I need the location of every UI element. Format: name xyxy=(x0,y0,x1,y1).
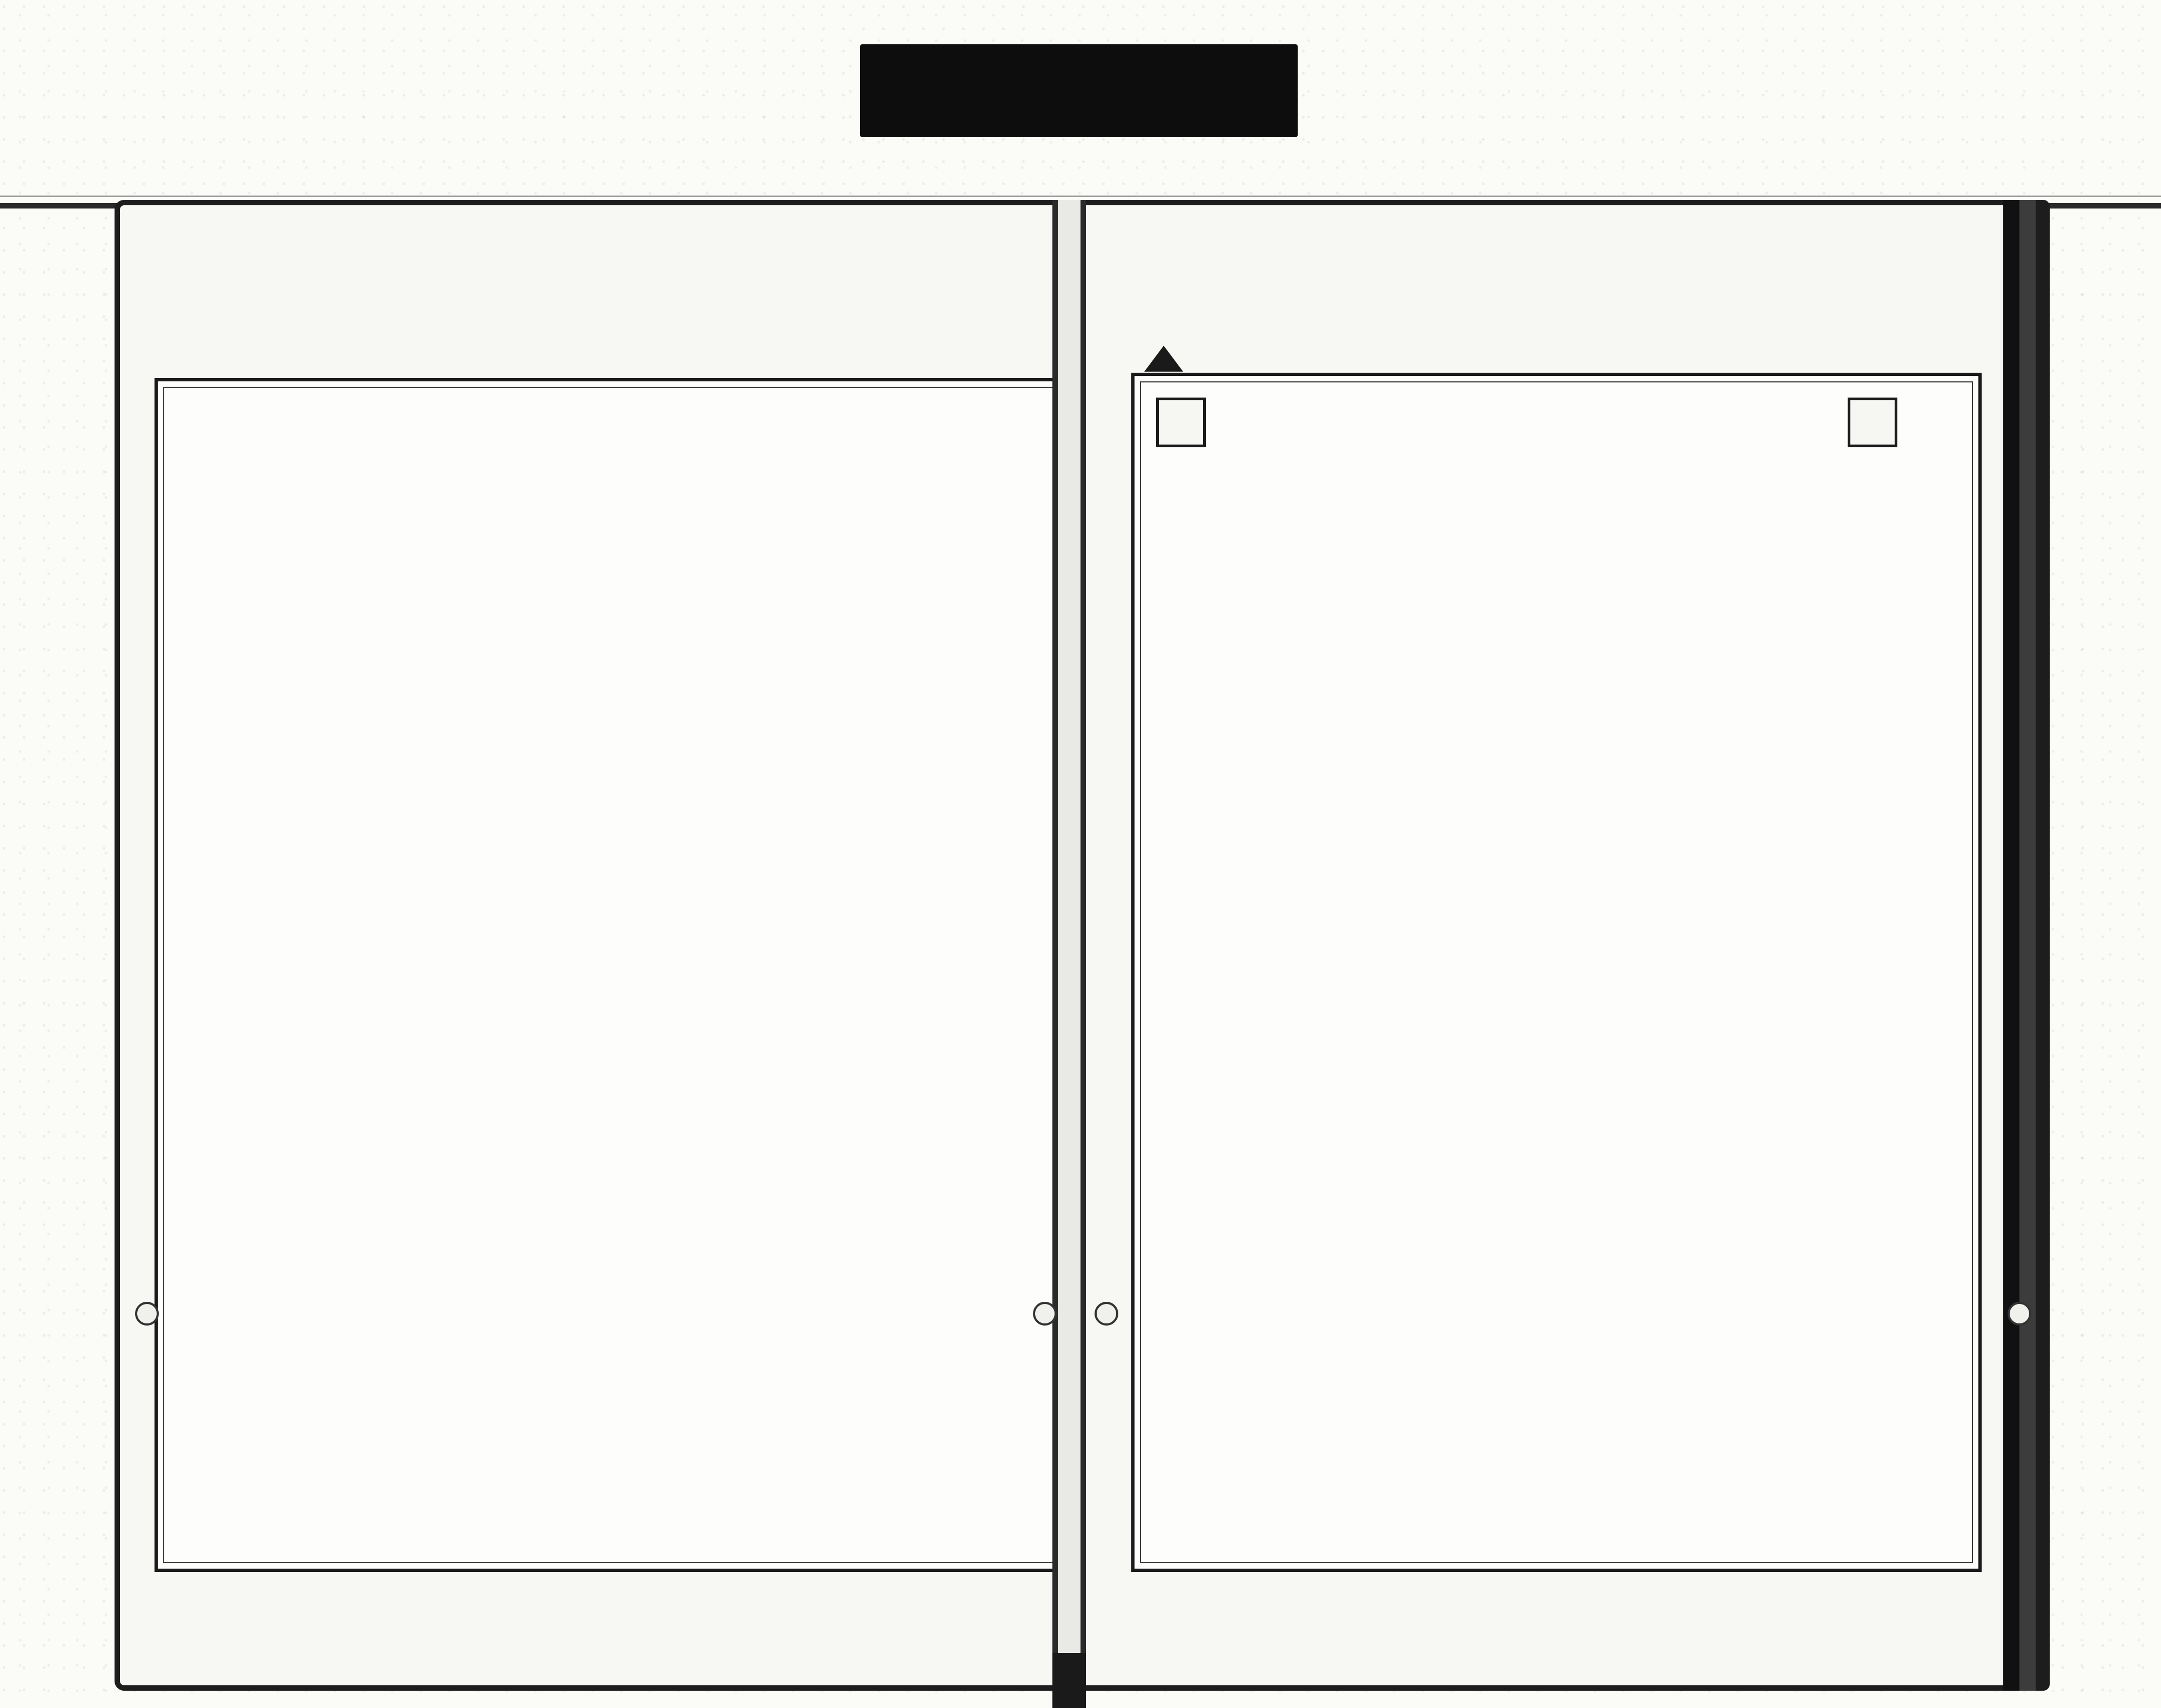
page-corner-tab xyxy=(1144,346,1183,372)
center-right-binding-hole xyxy=(1095,1302,1118,1326)
right-page-frame xyxy=(1131,373,1982,1572)
book-fore-edge xyxy=(2003,200,2050,1691)
supplement-mark-mid xyxy=(1156,398,1206,447)
gutter-tab xyxy=(1052,1653,1086,1708)
book-gutter xyxy=(1052,200,1086,1696)
binding-guide-line xyxy=(0,196,2161,197)
left-binding-hole xyxy=(135,1302,159,1326)
supplement-mark-top xyxy=(1848,398,1897,447)
left-page-frame xyxy=(155,378,1072,1572)
center-left-binding-hole xyxy=(1033,1302,1057,1326)
catalog-number-label xyxy=(860,44,1298,137)
right-binding-hole xyxy=(2008,1302,2031,1326)
